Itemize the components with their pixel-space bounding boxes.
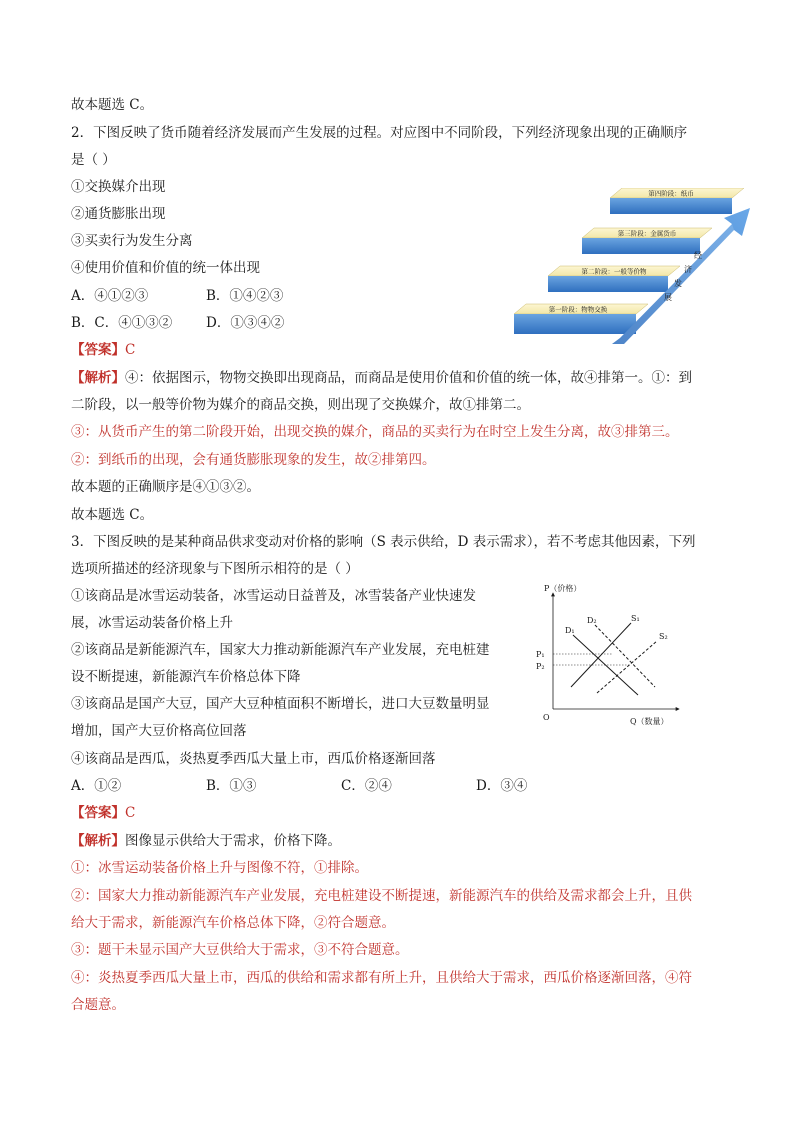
answer-tag: 【答案】	[71, 805, 125, 821]
origin-label: O	[543, 713, 550, 722]
stage-3-step	[582, 228, 712, 254]
q2-options-row-1	[71, 287, 283, 305]
q2-item-4: ④使用价值和价值的统一体出现	[71, 260, 260, 276]
s2-label: S₂	[659, 632, 668, 641]
q3-stem-line-1: 3．下图反映的是某种商品供求变动对价格的影响（S 表示供给，D 表示需求），若不考虑其他因素，下列	[71, 534, 696, 550]
s1-curve	[571, 623, 631, 687]
q3-item-3b: 增加，国产大豆价格高位回落	[71, 723, 247, 739]
q2-option-c: B．C．④①③②	[71, 315, 173, 331]
supply-demand-figure	[533, 583, 683, 728]
x-axis-label: Q（数量）	[630, 717, 669, 726]
p1-label: P₁	[536, 650, 545, 659]
stage-4-label: 第四阶段：纸币	[648, 189, 694, 198]
q2-analysis-line-2: 二阶段，以一般等价物为媒介的商品交换，则出现了交换媒介，故①排第二。	[71, 397, 530, 413]
q3-analysis-line-4: 给大于需求，新能源汽车价格总体下降，②符合题意。	[71, 915, 395, 931]
q3-option-c: C．②④	[341, 778, 392, 794]
stage-3-label: 第三阶段：金属货币	[617, 229, 677, 238]
q2-item-2: ②通货膨胀出现	[71, 206, 166, 222]
d2-curve	[595, 625, 655, 687]
stage-1-step	[514, 304, 648, 334]
arrow-char-1: 经	[694, 251, 702, 260]
q3-item-1b: 展，冰雪运动装备价格上升	[71, 615, 233, 631]
q2-order-line: 故本题的正确顺序是④①③②。	[71, 479, 260, 495]
p2-label: P₂	[536, 662, 545, 671]
q2-answer	[71, 341, 135, 359]
analysis-tag: 【解析】	[71, 370, 125, 386]
q3-option-b: B．①③	[206, 778, 257, 794]
q3-analysis-line-7: 合题意。	[71, 997, 125, 1013]
q3-analysis-line-5: ③：题干未显示国产大豆供给大于需求，③不符合题意。	[71, 942, 409, 958]
d1-label: D₁	[565, 626, 575, 635]
q2-analysis-line-3: ③：从货币产生的第二阶段开始，出现交换的媒介，商品的买卖行为在时空上发生分离，故③排第三。	[71, 424, 679, 440]
q3-options-row	[71, 777, 527, 795]
q2-item-1: ①交换媒介出现	[71, 179, 166, 195]
q2-stem-line-1: 2．下图反映了货币随着经济发展而产生发展的过程。对应图中不同阶段，下列经济现象出现的正确顺序	[71, 125, 688, 141]
q3-analysis-text-1: 图像显示供给大于需求，价格下降。	[125, 833, 341, 849]
q3-item-1a: ①该商品是冰雪运动装备，冰雪运动日益普及，冰雪装备产业快速发	[71, 588, 476, 604]
s1-label: S₁	[631, 614, 640, 623]
q2-options-row-2	[71, 314, 284, 332]
arrow-char-2: 济	[684, 265, 692, 274]
y-axis-label: P（价格）	[544, 584, 582, 593]
q2-stem-line-2: 是（ ）	[71, 152, 116, 168]
q3-analysis-line-6: ④：炎热夏季西瓜大量上市，西瓜的供给和需求都有所上升，且供给大于需求，西瓜价格逐渐回落，④符	[71, 970, 692, 986]
answer-value: C	[125, 805, 136, 821]
q3-item-4: ④该商品是西瓜，炎热夏季西瓜大量上市，西瓜价格逐渐回落	[71, 751, 436, 767]
answer-line: 故本题选 C。	[71, 97, 154, 113]
q3-item-2b: 设不断提速，新能源汽车价格总体下降	[71, 669, 301, 685]
answer-tag: 【答案】	[71, 342, 125, 358]
stage-2-label: 第二阶段：一般等价物	[581, 267, 647, 276]
q2-analysis-line-4: ②：到纸币的出现，会有通货膨胀现象的发生，故②排第四。	[71, 452, 436, 468]
stage-2-step	[548, 266, 680, 292]
answer-value: C	[125, 342, 136, 358]
q2-analysis-text-1: ④：依据图示，物物交换即出现商品，而商品是使用价值和价值的统一体，故④排第一。①：到	[125, 370, 692, 386]
q2-analysis-line-1	[71, 369, 692, 387]
q2-option-d: D．①③④②	[206, 315, 285, 331]
arrow-char-3: 发	[674, 279, 682, 288]
q3-analysis-line-1	[71, 832, 341, 850]
q2-option-a: A．④①②③	[71, 288, 149, 304]
q3-item-2a: ②该商品是新能源汽车，国家大力推动新能源汽车产业发展，充电桩建	[71, 642, 490, 658]
q3-item-3a: ③该商品是国产大豆，国产大豆种植面积不断增长，进口大豆数量明显	[71, 696, 490, 712]
arrow-char-4: 展	[664, 293, 672, 302]
d2-label: D₂	[587, 616, 597, 625]
stage-1-label: 第一阶段：物物交换	[548, 305, 608, 314]
q3-option-a: A．①②	[71, 778, 122, 794]
q3-analysis-line-2: ①：冰雪运动装备价格上升与图像不符，①排除。	[71, 860, 368, 876]
q2-answer-line: 故本题选 C。	[71, 507, 154, 523]
q3-option-d: D．③④	[476, 778, 528, 794]
q3-answer	[71, 804, 135, 822]
q3-analysis-line-3: ②：国家大力推动新能源汽车产业发展，充电桩建设不断提速，新能源汽车的供给及需求都会上升，且供	[71, 888, 692, 904]
q2-option-b: B．①④②③	[206, 288, 284, 304]
q3-stem-line-2: 选项所描述的经济现象与下图所示相符的是（ ）	[71, 561, 359, 577]
q2-item-3: ③买卖行为发生分离	[71, 233, 193, 249]
stage-4-step	[610, 188, 744, 214]
analysis-tag: 【解析】	[71, 833, 125, 849]
currency-stages-figure	[512, 188, 757, 348]
